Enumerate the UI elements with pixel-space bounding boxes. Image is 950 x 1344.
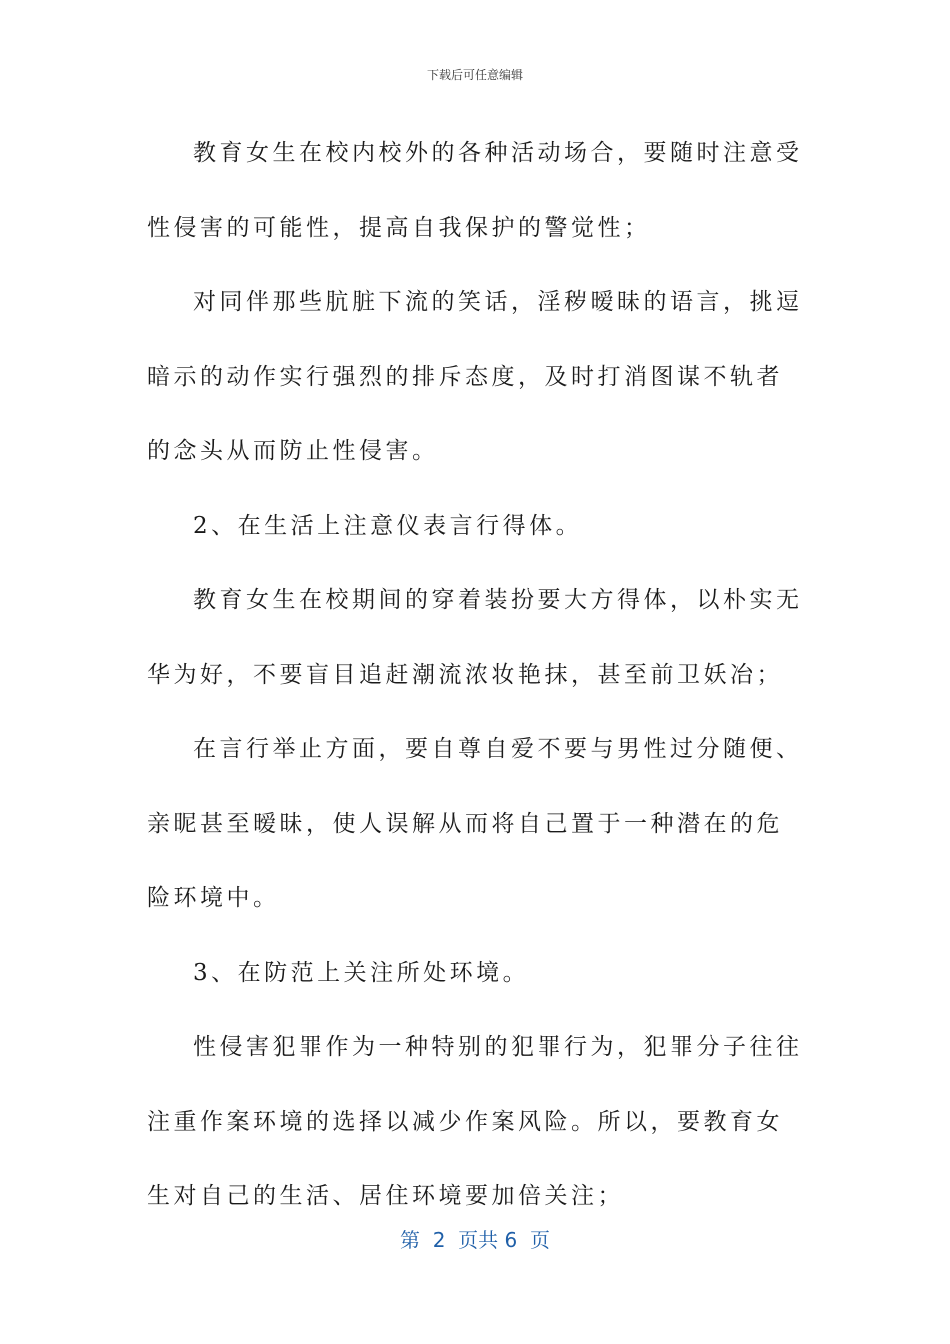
section-heading: 3、在防范上关注所处环境。 — [193, 959, 530, 986]
paragraph: 教育女生在校期间的穿着装扮要大方得体，以朴实无华为好，不要盲目追赶潮流浓妆艳抹，甚至前卫妖冶； — [147, 587, 803, 688]
page-number-footer: 第 2 页共 6 页 — [400, 1228, 550, 1252]
paragraph: 性侵害犯罪作为一种特别的犯罪行为，犯罪分子往往注重作案环境的选择以减少作案风险。所以，要教育女生对自己的生活、居住环境要加倍关注； — [147, 1034, 803, 1209]
paragraph: 对同伴那些肮脏下流的笑话，淫秽暧昧的语言，挑逗暗示的动作实行强烈的排斥态度，及时打消图谋不轨者的念头从而防止性侵害。 — [147, 289, 803, 464]
paragraph: 在言行举止方面，要自尊自爱不要与男性过分随便、亲昵甚至暧昧，使人误解从而将自己置于一种潜在的危险环境中。 — [147, 736, 803, 911]
section-heading: 2、在生活上注意仪表言行得体。 — [193, 512, 583, 539]
header-note: 下载后可任意编辑 — [426, 68, 523, 82]
paragraph: 教育女生在校内校外的各种活动场合，要随时注意受性侵害的可能性，提高自我保护的警觉性； — [147, 140, 803, 241]
document-body — [147, 116, 807, 1234]
